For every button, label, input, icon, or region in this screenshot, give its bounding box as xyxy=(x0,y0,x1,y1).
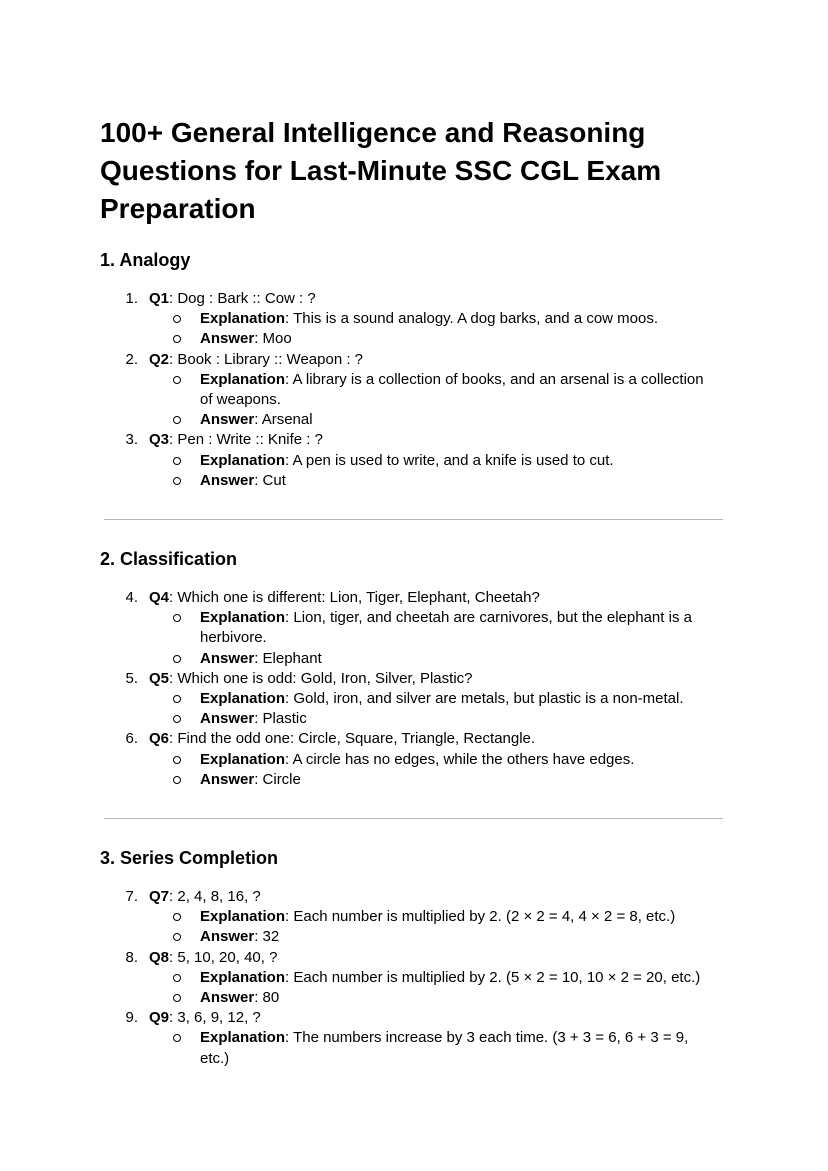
section-heading-series-completion: 3. Series Completion xyxy=(100,848,279,868)
question-text: : 2, 4, 8, 16, ? xyxy=(169,888,261,905)
explanation-label: Explanation xyxy=(200,370,286,388)
answer-label: Answer xyxy=(200,770,255,788)
question-details xyxy=(0,608,828,669)
question-label: Q4 xyxy=(149,589,170,606)
explanation-text: : Gold, iron, and silver are metals, but plastic is a non-metal. xyxy=(285,690,684,708)
explanation-label: Explanation xyxy=(200,1029,286,1047)
question-label: Q9 xyxy=(149,1009,170,1027)
question-text: : Which one is different: Lion, Tiger, Elephant, Cheetah? xyxy=(169,589,540,606)
answer-item xyxy=(0,649,720,669)
hollow-circle-bullet-icon xyxy=(173,416,181,424)
explanation-text: : A circle has no edges, while the others have edges. xyxy=(285,750,635,768)
question-list-series-completion xyxy=(0,887,828,1069)
answer-label: Answer xyxy=(200,928,255,946)
question-label: Q5 xyxy=(149,669,170,687)
question-list-classification xyxy=(0,588,828,790)
answer-label: Answer xyxy=(200,411,255,429)
question-line xyxy=(0,1008,828,1028)
explanation-label: Explanation xyxy=(200,609,286,627)
question-number: 9. xyxy=(125,1009,138,1027)
question-label: Q1 xyxy=(149,290,170,307)
explanation-item xyxy=(0,907,720,927)
answer-item xyxy=(0,709,720,729)
question-label: Q7 xyxy=(149,888,170,905)
question-label: Q8 xyxy=(149,948,170,966)
hollow-circle-bullet-icon xyxy=(173,913,181,921)
explanation-text: : A pen is used to write, and a knife is used to cut. xyxy=(285,451,614,469)
explanation-text: : This is a sound analogy. A dog barks, and a cow moos. xyxy=(285,310,659,328)
question-item xyxy=(0,729,828,790)
explanation-item xyxy=(0,750,720,770)
question-details xyxy=(0,370,828,431)
question-line xyxy=(0,289,828,309)
hollow-circle-bullet-icon xyxy=(173,756,181,764)
question-line xyxy=(0,887,828,907)
hollow-circle-bullet-icon xyxy=(173,933,181,941)
answer-item xyxy=(0,770,720,790)
question-label: Q3 xyxy=(149,431,170,449)
explanation-item xyxy=(0,451,720,471)
answer-item xyxy=(0,329,720,349)
question-line xyxy=(0,948,828,968)
question-line xyxy=(0,729,828,749)
hollow-circle-bullet-icon xyxy=(173,614,181,622)
question-label: Q2 xyxy=(149,350,170,368)
question-details xyxy=(0,309,828,349)
answer-text: : Plastic xyxy=(254,710,307,728)
question-line xyxy=(0,350,828,370)
hollow-circle-bullet-icon xyxy=(173,1034,181,1042)
question-text: : Dog : Bark :: Cow : ? xyxy=(169,290,316,307)
question-details xyxy=(0,750,828,790)
answer-text: : Circle xyxy=(254,770,301,788)
explanation-label: Explanation xyxy=(200,968,286,986)
explanation-item xyxy=(0,1028,720,1068)
hollow-circle-bullet-icon xyxy=(173,477,181,485)
hollow-circle-bullet-icon xyxy=(173,994,181,1002)
question-text: : 5, 10, 20, 40, ? xyxy=(169,948,278,966)
question-item xyxy=(0,887,828,948)
explanation-item xyxy=(0,968,720,988)
section-heading-classification: 2. Classification xyxy=(100,549,238,569)
question-details xyxy=(0,1028,828,1068)
explanation-text: : Each number is multiplied by 2. (5 × 2 = 10, 10 × 2 = 20, etc.) xyxy=(285,968,701,986)
section-heading-analogy: 1. Analogy xyxy=(100,250,191,270)
question-item xyxy=(0,289,828,350)
question-number: 2. xyxy=(125,350,138,368)
question-number: 3. xyxy=(125,431,138,449)
explanation-text: : Each number is multiplied by 2. (2 × 2 = 4, 4 × 2 = 8, etc.) xyxy=(285,908,676,926)
answer-item xyxy=(0,927,720,947)
hollow-circle-bullet-icon xyxy=(173,376,181,384)
explanation-text: : Lion, tiger, and cheetah are carnivores, but the elephant is a herbivore. xyxy=(200,609,692,647)
answer-text: : Arsenal xyxy=(254,411,313,429)
explanation-label: Explanation xyxy=(200,750,286,768)
explanation-label: Explanation xyxy=(200,908,286,926)
explanation-text: : The numbers increase by 3 each time. (3 + 3 = 6, 6 + 3 = 9, etc.) xyxy=(200,1029,689,1067)
answer-item xyxy=(0,471,720,491)
question-text: : Which one is odd: Gold, Iron, Silver, Plastic? xyxy=(169,669,473,687)
section-divider xyxy=(104,818,723,819)
answer-label: Answer xyxy=(200,330,255,348)
answer-text: : Cut xyxy=(254,471,286,489)
question-number: 5. xyxy=(125,669,138,687)
question-item xyxy=(0,350,828,431)
question-item xyxy=(0,1008,828,1069)
hollow-circle-bullet-icon xyxy=(173,655,181,663)
explanation-label: Explanation xyxy=(200,310,286,328)
hollow-circle-bullet-icon xyxy=(173,715,181,723)
answer-label: Answer xyxy=(200,989,255,1007)
question-label: Q6 xyxy=(149,730,170,748)
answer-item xyxy=(0,988,720,1008)
question-details xyxy=(0,451,828,491)
question-number: 6. xyxy=(125,730,138,748)
explanation-item xyxy=(0,608,720,648)
explanation-item xyxy=(0,689,720,709)
question-text: : 3, 6, 9, 12, ? xyxy=(169,1009,261,1027)
hollow-circle-bullet-icon xyxy=(173,776,181,784)
document-title: 100+ General Intelligence and Reasoning Questions for Last-Minute SSC CGL Exam Preparation xyxy=(100,117,662,224)
hollow-circle-bullet-icon xyxy=(173,457,181,465)
answer-label: Answer xyxy=(200,710,255,728)
answer-text: : Moo xyxy=(254,330,292,348)
answer-label: Answer xyxy=(200,471,255,489)
question-text: : Book : Library :: Weapon : ? xyxy=(169,350,364,368)
explanation-label: Explanation xyxy=(200,690,286,708)
question-text: : Find the odd one: Circle, Square, Triangle, Rectangle. xyxy=(169,730,536,748)
question-item xyxy=(0,669,828,730)
hollow-circle-bullet-icon xyxy=(173,974,181,982)
question-details xyxy=(0,689,828,729)
hollow-circle-bullet-icon xyxy=(173,695,181,703)
hollow-circle-bullet-icon xyxy=(173,335,181,343)
explanation-label: Explanation xyxy=(200,451,286,469)
question-text: : Pen : Write :: Knife : ? xyxy=(169,431,323,449)
question-details xyxy=(0,968,828,1008)
explanation-item xyxy=(0,370,720,410)
question-item xyxy=(0,948,828,1009)
answer-text: : 80 xyxy=(254,989,280,1007)
question-line xyxy=(0,430,828,450)
question-list-analogy xyxy=(0,289,828,491)
question-item xyxy=(0,588,828,669)
answer-text: : 32 xyxy=(254,928,280,946)
section-divider xyxy=(104,519,723,520)
answer-text: : Elephant xyxy=(254,649,322,667)
answer-label: Answer xyxy=(200,649,255,667)
question-number: 1. xyxy=(125,290,138,307)
question-line xyxy=(0,588,828,608)
answer-item xyxy=(0,410,720,430)
question-details xyxy=(0,907,828,947)
hollow-circle-bullet-icon xyxy=(173,315,181,323)
explanation-text: : A library is a collection of books, and an arsenal is a collection of weapons. xyxy=(200,370,704,409)
question-item xyxy=(0,430,828,491)
question-line xyxy=(0,669,828,689)
question-number: 4. xyxy=(125,589,138,606)
question-number: 7. xyxy=(125,888,138,905)
explanation-item xyxy=(0,309,720,329)
question-number: 8. xyxy=(125,948,138,966)
